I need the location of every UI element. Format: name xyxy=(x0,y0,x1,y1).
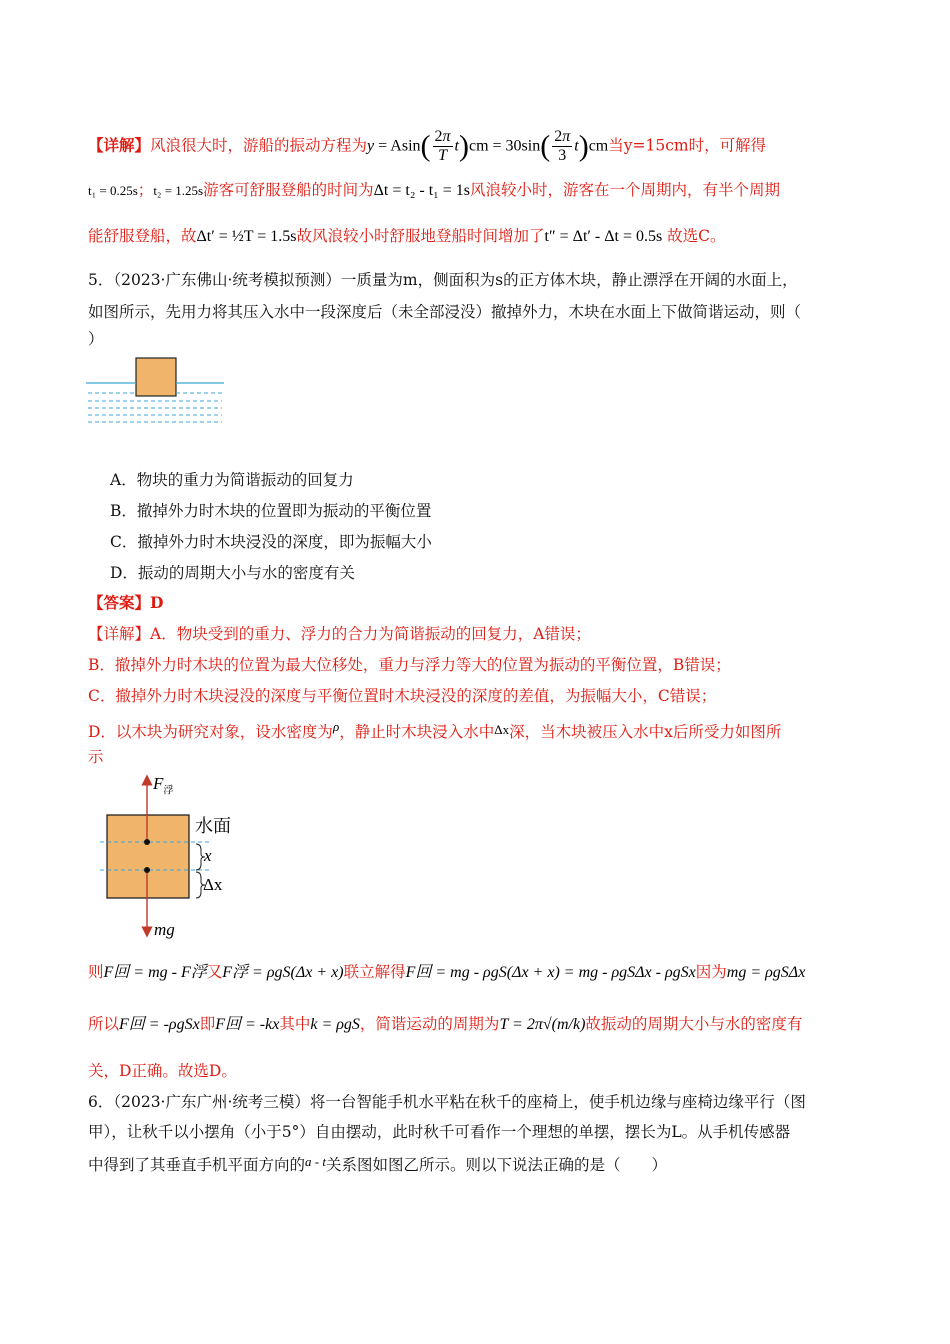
t2-value: t₂ = 1.25s xyxy=(153,183,204,198)
floating-block-figure xyxy=(86,356,226,428)
buoyancy-label: $F_浮$ xyxy=(153,774,174,797)
gravity-label: mg xyxy=(154,920,175,939)
q5-detail-a: 【详解】A．物块受到的重力、浮力的合力为简谐振动的回复力，A错误； xyxy=(88,625,591,643)
delta-t-prime: Δt′ = ½T = 1.5s xyxy=(196,228,297,245)
detail-4-line-2: t₁ = 0.25s；t₂ = 1.25s游客可舒服登船的时间为Δt = t₂ - t₁ = 1s风浪较小时，游客在一个周期内，有半个周期 xyxy=(88,181,781,199)
q5-option-d: D．振动的周期大小与水的密度有关 xyxy=(110,564,355,582)
q6-stem-2: 甲），让秋千以小摆角（小于5°）自由摆动，此时秋千可看作一个理想的单摆，摆长为L。从手机传感器 xyxy=(88,1123,791,1141)
rho-symbol: ρ xyxy=(332,719,340,734)
q5-option-a: A．物块的重力为简谐振动的回复力 xyxy=(110,471,354,489)
water-surface-label: 水面 xyxy=(195,816,231,837)
period-formula: T = 2π√(m/k) xyxy=(499,1016,586,1033)
t-double-prime: t″ = Δt′ - Δt = 0.5s xyxy=(544,228,663,245)
q5-stem-2: 如图所示，先用力将其压入水中一段深度后（未全部浸没）撤掉外力，木块在水面上下做简谐运动，则（ xyxy=(88,303,802,321)
delta-x-symbol: Δx xyxy=(494,722,510,737)
q5-detail-d: D．以木块为研究对象，设水密度为$^\rho$，静止时木块浸入水中Δx深，当木块被压入水中x后所受力如图所 xyxy=(88,719,782,741)
t1-value: t₁ = 0.25s xyxy=(88,183,138,198)
q5-stem-3: ） xyxy=(88,330,104,348)
q5-option-b: B．撤掉外力时木块的位置即为振动的平衡位置 xyxy=(110,502,432,520)
q6-stem-3: 中得到了其垂直手机平面方向的$^{a - t}$关系图如图乙所示。则以下说法正确的是（ ） xyxy=(88,1154,667,1174)
q5-stem-1: 5．（2023·广东佛山·统考模拟预测）一质量为m，侧面积为s的正方体木块，静止漂浮在开阔的水面上， xyxy=(88,271,798,289)
q5-solution-3: 关，D正确。故选D。 xyxy=(88,1062,237,1080)
q5-answer: 【答案】D xyxy=(88,593,164,612)
detail-tag: 【详解】 xyxy=(88,135,151,155)
q6-stem-1: 6．（2023·广东广州·统考三模）将一台智能手机水平粘在秋千的座椅上，使手机边缘与座椅边缘平行（图 xyxy=(88,1093,806,1111)
q5-detail-d-end: 示 xyxy=(88,748,104,766)
detail-4-line-3: 能舒服登船，故Δt′ = ½T = 1.5s故风浪较小时舒服地登船时间增加了t″ = Δt′ - Δt = 0.5s 故选C。 xyxy=(88,227,726,245)
force-diagram xyxy=(100,772,250,944)
x-label: x xyxy=(204,846,212,865)
equation-y: y xyxy=(367,137,375,155)
a-t-symbol: a - t xyxy=(305,1154,326,1169)
delta-t: Δt = t₂ - t₁ = 1s xyxy=(373,182,471,199)
q5-solution-2: 所以F回 = -ρgSx即F回 = -kx其中k = ρgS，简谐运动的周期为T = 2π√(m/k)故振动的周期大小与水的密度有 xyxy=(88,1015,803,1033)
q5-detail-b: B．撤掉外力时木块的位置为最大位移处，重力与浮力等大的位置为振动的平衡位置，B错误； xyxy=(88,656,731,674)
delta-x-label: Δx xyxy=(203,875,223,894)
q5-option-c: C．撤掉外力时木块浸没的深度，即为振幅大小 xyxy=(110,533,432,551)
detail-4-line-1: 【详解】风浪很大时，游船的振动方程为y = Asin( $\frac{2\pi}{T}$ t)cm = 30sin( $\frac{2\pi}{3}$ t)cm当y=15cm时，可解得 xyxy=(88,128,767,164)
q5-solution-1: 则F回 = mg - F浮又F浮 = ρgS(Δx + x)联立解得F回 = mg - ρgS(Δx + x) = mg - ρgSΔx - ρgSx因为mg = ρgSΔx xyxy=(88,963,806,981)
q5-detail-c: C．撤掉外力时木块浸没的深度与平衡位置时木块浸没的深度的差值，为振幅大小，C错误； xyxy=(88,687,717,705)
